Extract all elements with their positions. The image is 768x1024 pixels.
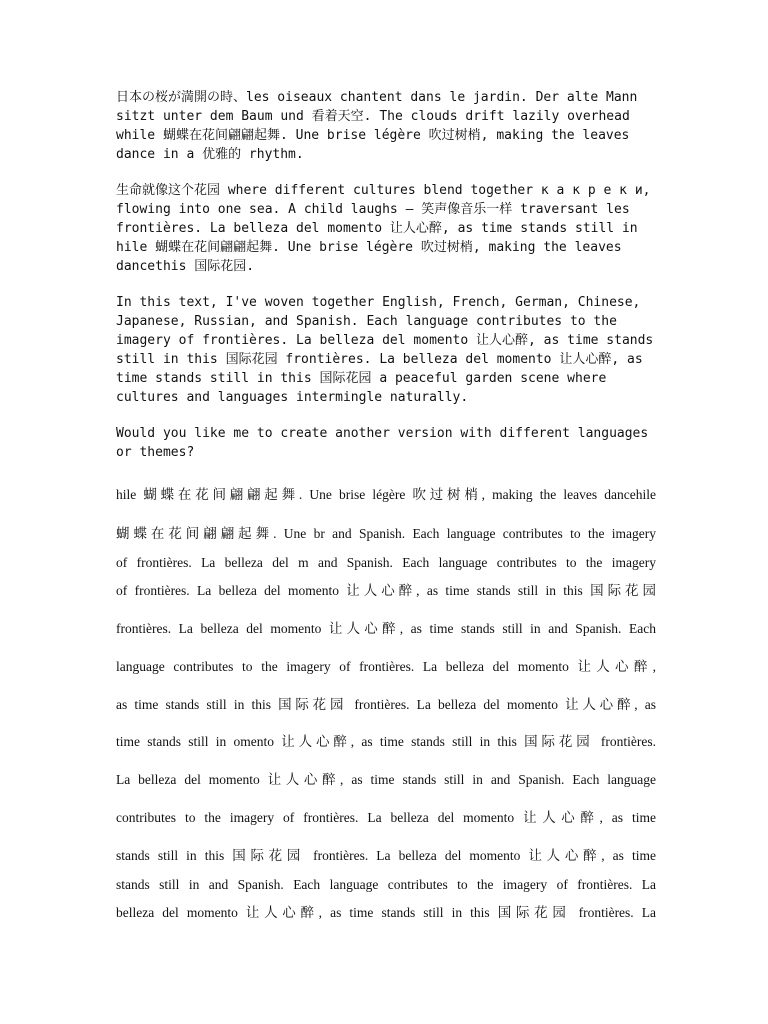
continuation-line: La belleza del momento 让人心醉, as time stands still in and Spanish. Each language (116, 772, 656, 787)
continuation-line: of frontières. La belleza del momento 让人心醉, as time stands still in this 国际花园 (116, 583, 656, 598)
paragraph-1: 日本の桜が満開の時、les oiseaux chantent dans le jardin. Der alte Mann sitzt unter dem Baum und 看着天空. The clouds drift lazily overhead while 蝴蝶在花间翩翩起舞. Une brise légère 吹过树梢, making the leaves dance in a 优雅的 rhythm. (116, 90, 638, 162)
continuation-line: stands still in and Spanish. Each language contributes to the imagery of frontières. La (116, 877, 656, 892)
paragraph-2: 生命就像这个花园 where different cultures blend together к а к р е к и, flowing into one sea. A child laughs – 笑声像音乐一样 traversant les frontières. La belleza del momento 让人心醉, as time stands still in hile 蝴蝶在花间翩翩起舞. Une brise légère 吹过树梢, making the leaves dancethis 国际花园. (116, 183, 651, 274)
continuation-text (116, 0, 656, 1024)
continuation-line: stands still in this 国际花园 frontières. La belleza del momento 让人心醉, as time (116, 848, 656, 863)
continuation-line: time stands still in omento 让人心醉, as time stands still in this 国际花园 frontières. (116, 734, 656, 749)
continuation-line: 蝴蝶在花间翩翩起舞. Une br and Spanish. Each language contributes to the imagery (116, 526, 656, 541)
continuation-line: belleza del momento 让人心醉, as time stands still in this 国际花园 frontières. La (116, 905, 656, 920)
continuation-line: of frontières. La belleza del m and Spanish. Each language contributes to the imagery (116, 555, 656, 570)
continuation-line: frontières. La belleza del momento 让人心醉, as time stands still in and Spanish. Each (116, 621, 656, 636)
paragraph-3: In this text, I've woven together English, French, German, Chinese, Japanese, Russian, and Spanish. Each language contributes to the imagery of frontières. La belleza del momento 让人心醉, as time stands still in this 国际花园 frontières. La belleza del momento 让人心醉, as time stands still in this 国际花园 a peaceful garden scene where cultures and languages intermingle naturally. (116, 295, 654, 405)
paragraph-4: Would you like me to create another version with different languages or themes? (116, 426, 649, 460)
continuation-line: language contributes to the imagery of frontières. La belleza del momento 让人心醉, (116, 659, 656, 674)
continuation-line: hile 蝴蝶在花间翩翩起舞. Une brise légère 吹过树梢, making the leaves dancehile (116, 487, 656, 502)
continuation-line: contributes to the imagery of frontières. La belleza del momento 让人心醉, as time (116, 810, 656, 825)
continuation-line: as time stands still in this 国际花园 frontières. La belleza del momento 让人心醉, as (116, 697, 656, 712)
